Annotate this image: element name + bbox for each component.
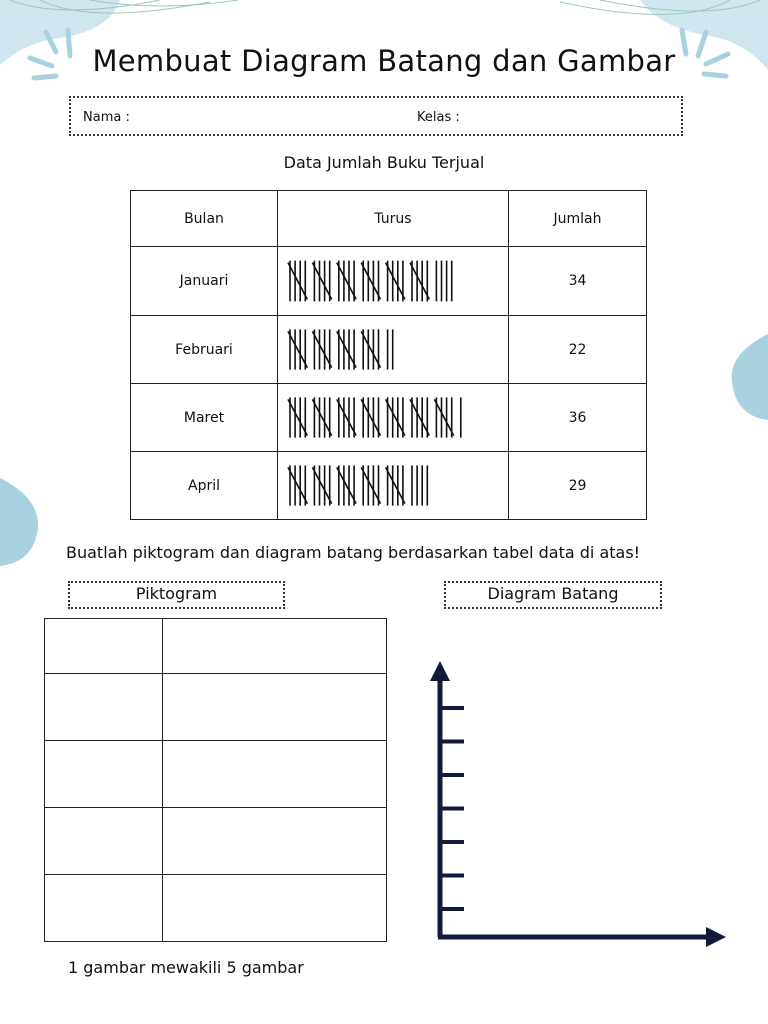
month-cell: Maret — [131, 384, 278, 452]
bar-chart-axes[interactable] — [420, 655, 740, 955]
table-row — [131, 316, 647, 384]
pictogram-month-cell[interactable] — [45, 875, 163, 942]
tally-slash — [312, 399, 331, 435]
table-row — [131, 247, 647, 316]
tally-slash — [337, 331, 356, 367]
table-header-row — [131, 191, 647, 247]
table-title: Data Jumlah Buku Terjual — [283, 153, 485, 172]
pictogram-drawing-cell[interactable] — [163, 674, 387, 741]
pictogram-drawing-cell[interactable] — [163, 808, 387, 875]
tally-cell — [278, 247, 509, 316]
pictogram-row — [45, 808, 387, 875]
tally-slash — [288, 263, 307, 300]
tally-marks — [278, 384, 508, 451]
instruction-text: Buatlah piktogram dan diagram batang berdasarkan tabel data di atas! — [66, 543, 641, 562]
name-class-field-box[interactable] — [69, 96, 683, 136]
tally-slash — [312, 331, 331, 367]
tally-slash — [337, 467, 356, 503]
tally-slash — [288, 399, 307, 435]
pictogram-drawing-cell[interactable] — [163, 619, 387, 674]
table-row — [131, 452, 647, 520]
tally-cell — [278, 316, 509, 384]
bar-chart-label: Diagram Batang — [444, 581, 662, 609]
pictogram-legend-note: 1 gambar mewakili 5 gambar — [68, 958, 304, 977]
tally-marks — [278, 316, 508, 383]
month-cell: Februari — [131, 316, 278, 384]
pictogram-table[interactable] — [44, 618, 387, 942]
tally-slash — [337, 399, 356, 435]
tally-marks — [278, 247, 508, 315]
month-cell: April — [131, 452, 278, 520]
header-turus: Turus — [278, 191, 509, 247]
month-cell: Januari — [131, 247, 278, 316]
pictogram-month-cell[interactable] — [45, 674, 163, 741]
tally-slash — [410, 263, 429, 300]
tally-slash — [312, 263, 331, 300]
x-axis — [438, 927, 726, 947]
pictogram-drawing-cell[interactable] — [163, 875, 387, 942]
tally-slash — [386, 467, 405, 503]
tally-slash — [288, 331, 307, 367]
tally-slash — [410, 399, 429, 435]
pictogram-month-cell[interactable] — [45, 808, 163, 875]
y-axis-ticks — [440, 708, 464, 909]
pictogram-row — [45, 674, 387, 741]
pictogram-month-cell[interactable] — [45, 619, 163, 674]
page-title: Membuat Diagram Batang dan Gambar — [92, 44, 676, 78]
tally-slash — [312, 467, 331, 503]
tally-slash — [361, 331, 380, 367]
pictogram-month-cell[interactable] — [45, 741, 163, 808]
pictogram-row — [45, 741, 387, 808]
left-blob-decoration — [0, 478, 40, 568]
tally-marks — [278, 452, 508, 519]
tally-slash — [386, 399, 405, 435]
name-label: Nama : — [83, 110, 130, 125]
tally-slash — [361, 263, 380, 300]
tally-slash — [361, 467, 380, 503]
tally-slash — [434, 399, 453, 435]
tally-cell — [278, 452, 509, 520]
tally-slash — [288, 467, 307, 503]
tally-data-table — [130, 190, 647, 520]
tally-slash — [361, 399, 380, 435]
header-jumlah: Jumlah — [509, 191, 647, 247]
right-blob-decoration — [728, 334, 768, 420]
count-cell: 22 — [509, 316, 647, 384]
pictogram-drawing-cell[interactable] — [163, 741, 387, 808]
class-label: Kelas : — [417, 110, 460, 125]
tally-slash — [386, 263, 405, 300]
count-cell: 36 — [509, 384, 647, 452]
table-row — [131, 384, 647, 452]
y-axis — [430, 661, 450, 937]
tally-cell — [278, 384, 509, 452]
header-bulan: Bulan — [131, 191, 278, 247]
count-cell: 34 — [509, 247, 647, 316]
tally-slash — [337, 263, 356, 300]
pictogram-label: Piktogram — [68, 581, 285, 609]
pictogram-row — [45, 875, 387, 942]
count-cell: 29 — [509, 452, 647, 520]
pictogram-row — [45, 619, 387, 674]
